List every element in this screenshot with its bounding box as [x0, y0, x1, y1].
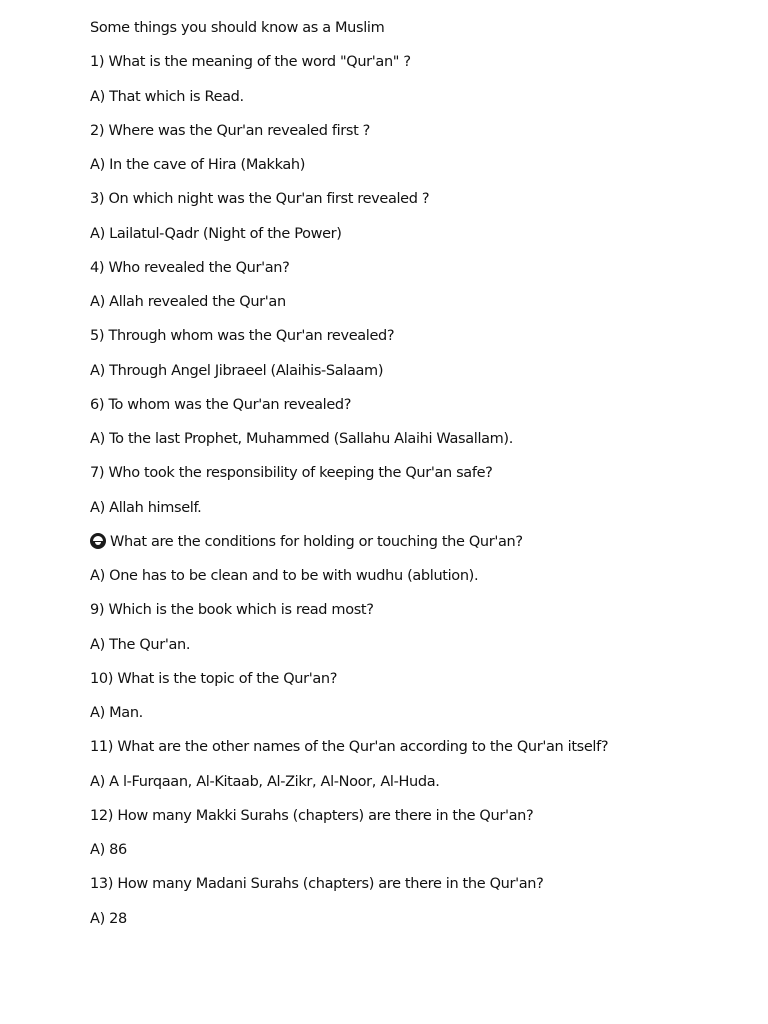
question-8: [90, 532, 750, 566]
question-4: 4) Who revealed the Qur'an?: [90, 259, 290, 276]
answer-10: A) Man.: [90, 705, 143, 721]
answer-1: A) That which is Read.: [90, 88, 244, 105]
answer-6: A) To the last Prophet, Muhammed (Sallahu Alaihi Wasallam).: [90, 431, 513, 447]
answer-11: A) A l-Furqaan, Al-Kitaab, Al-Zikr, Al-Noor, Al-Huda.: [90, 773, 440, 790]
answer-4: A) Allah revealed the Qur'an: [90, 294, 286, 310]
question-13: 13) How many Madani Surahs (chapters) are there in the Qur'an?: [90, 876, 544, 893]
question-8-text: What are the conditions for holding or touching the Qur'an?: [110, 533, 523, 550]
question-10: 10) What is the topic of the Qur'an?: [90, 670, 338, 687]
question-3: 3) On which night was the Qur'an first revealed ?: [90, 191, 430, 208]
answer-13: A) 28: [90, 910, 127, 927]
answer-7: A) Allah himself.: [90, 499, 202, 516]
question-5: 5) Through whom was the Qur'an revealed?: [90, 328, 395, 345]
answer-2: A) In the cave of Hira (Makkah): [90, 157, 306, 173]
document-body: [90, 18, 750, 943]
question-7: 7) Who took the responsibility of keeping the Qur'an safe?: [90, 465, 493, 482]
sunglasses-emoji-icon: [90, 533, 106, 549]
document-title: Some things you should know as a Muslim: [90, 20, 385, 36]
question-6: 6) To whom was the Qur'an revealed?: [90, 396, 352, 413]
answer-9: A) The Qur'an.: [90, 636, 191, 653]
question-11: 11) What are the other names of the Qur'an according to the Qur'an itself?: [90, 739, 609, 756]
question-9: 9) Which is the book which is read most?: [90, 602, 374, 619]
question-2: 2) Where was the Qur'an revealed first ?: [90, 122, 371, 139]
answer-3: A) Lailatul-Qadr (Night of the Power): [90, 225, 342, 242]
answer-12: A) 86: [90, 842, 127, 858]
question-1: 1) What is the meaning of the word "Qur'an" ?: [90, 54, 411, 71]
answer-8: A) One has to be clean and to be with wudhu (ablution).: [90, 568, 479, 584]
question-12: 12) How many Makki Surahs (chapters) are there in the Qur'an?: [90, 807, 534, 824]
answer-5: A) Through Angel Jibraeel (Alaihis-Salaam): [90, 362, 384, 379]
